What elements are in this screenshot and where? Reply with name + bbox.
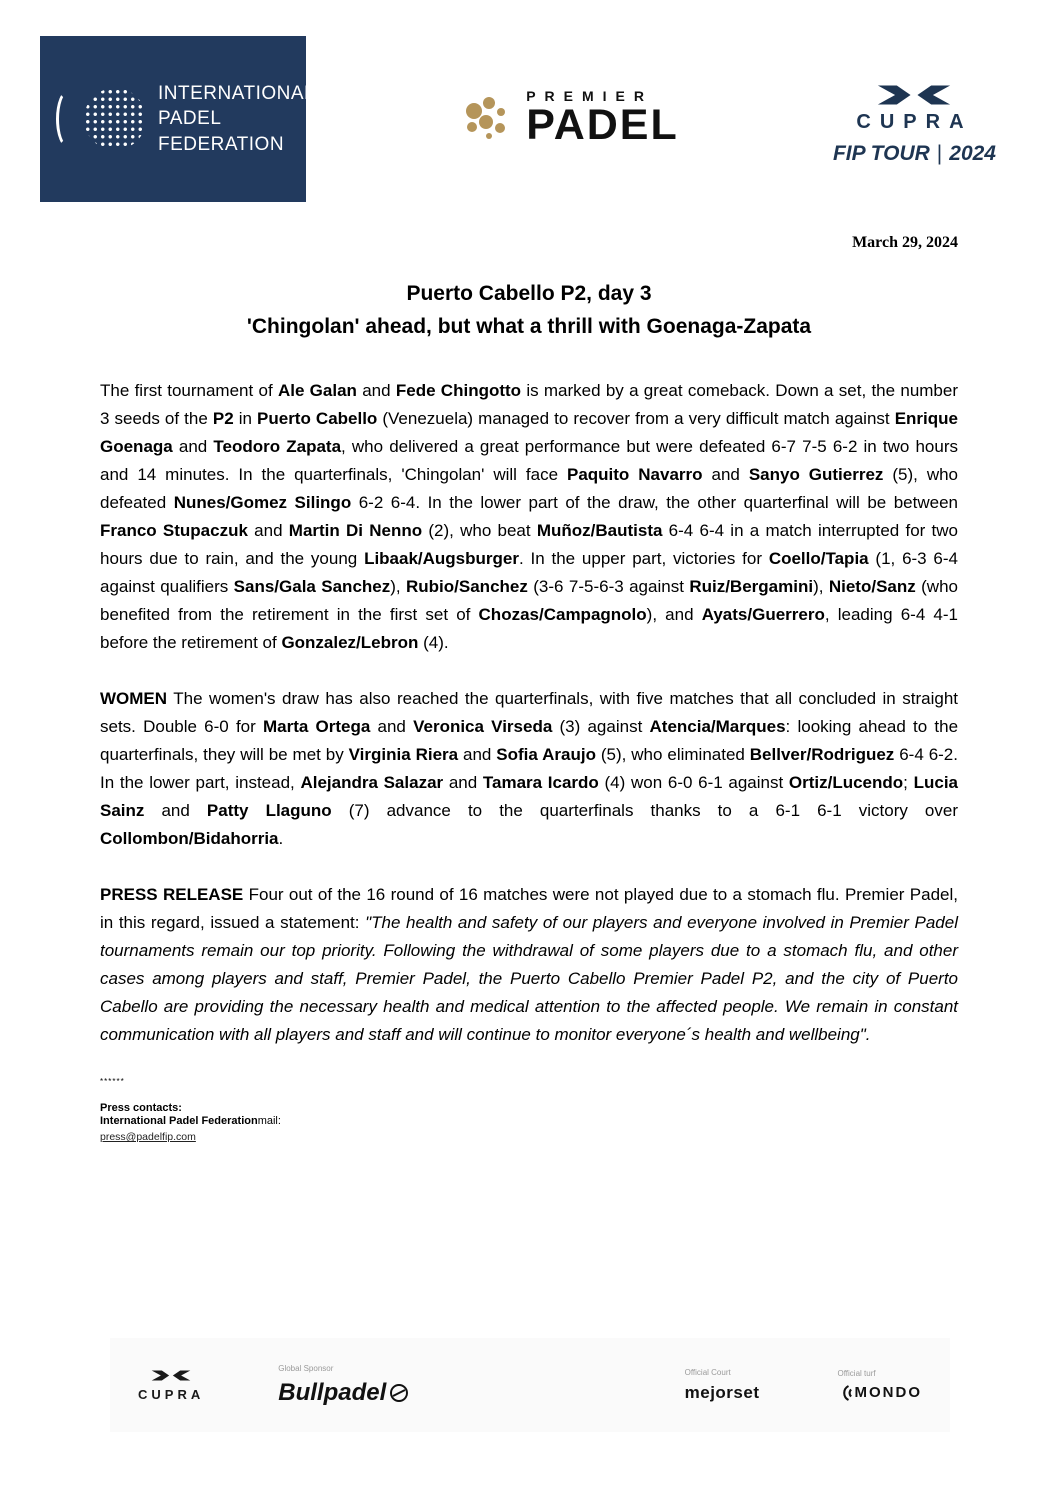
premier-logo-text [526, 88, 679, 147]
ipf-logo [40, 36, 316, 202]
sponsor-footer [110, 1338, 950, 1432]
ipf-line3: FEDERATION [158, 133, 285, 155]
press-contacts-label: Press contacts: [100, 1102, 182, 1115]
premier-padel-logo [460, 88, 679, 147]
ipf-line2: PADEL [158, 108, 222, 130]
mondo-wordmark: MONDO [854, 1384, 922, 1401]
title-line2: 'Chingolan' ahead, but what a thrill with Goenaga-Zapata [246, 314, 812, 338]
cupra-fip-tour-logo [833, 82, 996, 166]
cupra-emblem-icon [148, 1368, 194, 1383]
mejorset-sponsor [685, 1368, 760, 1403]
paragraph-press-release: PRESS RELEASE Four out of the 16 round of 16 matches were not played due to a stomach flu. Premier Padel, in this regard, issued a statement: "The health and safety of our players and everyone involved in Premier Padel tournaments remain our top priority. Following the withdrawal of some players due to a stomach flu, and other cases among players and staff, Premier Padel, the Puerto Cabello Premier Padel P2, and the city of Puerto Cabello are providing the necessary health and medical attention to the affected people. We remain in constant communication with all players and staff and will continue to monitor everyone´s health and wellbeing". [100, 885, 958, 1045]
fip-tour-divider: | [936, 142, 943, 165]
press-contacts-org-line [100, 1115, 1058, 1127]
ipf-line1: INTERNATIONAL [158, 83, 316, 105]
ipf-logo-text [158, 81, 315, 156]
cupra-wordmark: CUPRA [856, 111, 973, 133]
ipf-ball-icon [84, 88, 146, 150]
bullpadel-sponsor [278, 1364, 409, 1407]
bullpadel-wordmark: Bullpadel [278, 1378, 387, 1406]
release-date: March 29, 2024 [852, 234, 958, 251]
bullpadel-mark-icon [389, 1383, 409, 1403]
title-line1: Puerto Cabello P2, day 3 [406, 282, 652, 305]
premier-word: PREMIER [526, 88, 653, 104]
press-email-link[interactable]: press@padelfip.com [100, 1131, 196, 1144]
org-name: International Padel Federation [100, 1115, 258, 1128]
paragraph-men: The first tournament of Ale Galan and Fede Chingotto is marked by a great comeback. Down a set, the number 3 seeds of the P2 in Puerto Cabello (Venezuela) managed to recover from a very difficult match against Enrique Goenaga and Teodoro Zapata, who delivered a great performance but were defeated 6-7 7-5 6-2 in two hours and 14 minutes. In the quarterfinals, 'Chingolan' will face Paquito Navarro and Sanyo Gutierrez (5), who defeated Nunes/Gomez Silingo 6-2 6-4. In the lower part of the draw, the other quarterfinal will be between Franco Stupaczuk and Martin Di Nenno (2), who beat Muñoz/Bautista 6-4 6-4 in a match interrupted for two hours due to rain, and the young Libaak/Augsburger. In the upper part, victories for Coello/Tapia (1, 6-3 6-4 against qualifiers Sans/Gala Sanchez), Rubio/Sanchez (3-6 7-5-6-3 against Ruiz/Bergamini), Nieto/Sanz (who benefited from the retirement in the first set of Chozas/Campagnolo), and Ayats/Guerrero, leading 6-4 4-1 before the retirement of Gonzalez/Lebron (4). [100, 381, 959, 653]
bullpadel-logo [278, 1379, 409, 1407]
header-logos [0, 0, 1058, 202]
premier-mark-icon [460, 92, 512, 144]
mejorset-wordmark: mejorset [684, 1382, 760, 1402]
article-body [100, 377, 958, 1049]
mondo-sponsor [838, 1369, 923, 1402]
fip-tour-lockup [833, 142, 996, 166]
mail-label: mail: [257, 1115, 281, 1128]
padel-word: PADEL [526, 101, 679, 149]
ipf-arc-icon [56, 90, 80, 148]
article-title [0, 278, 1058, 343]
fip-tour-year: 2024 [949, 142, 996, 165]
mondo-mark-icon [838, 1384, 852, 1402]
mondo-logo [838, 1384, 923, 1402]
fip-tour-text: FIP TOUR [832, 142, 930, 165]
cupra-footer-logo [138, 1368, 204, 1402]
cupra-emblem-icon [871, 82, 957, 108]
cupra-footer-wordmark: CUPRA [138, 1387, 205, 1402]
global-sponsor-label: Global Sponsor [278, 1363, 334, 1373]
official-court-label: Official Court [684, 1367, 731, 1377]
separator-asterisks: ****** [100, 1077, 125, 1087]
official-turf-label: Official turf [837, 1368, 876, 1378]
press-contacts-block [100, 1077, 1058, 1145]
paragraph-women: WOMEN The women's draw has also reached the quarterfinals, with five matches that all concluded in straight sets. Double 6-0 for Marta Ortega and Veronica Virseda (3) against Atencia/Marques: looking ahead to the quarterfinals, they will be met by Virginia Riera and Sofia Araujo (5), who eliminated Bellver/Rodriguez 6-4 6-2. In the lower part, instead, Alejandra Salazar and Tamara Icardo (4) won 6-0 6-1 against Ortiz/Lucendo; Lucia Sainz and Patty Llaguno (7) advance to the quarterfinals thanks to a 6-1 6-1 victory over Collombon/Bidahorria. [100, 689, 959, 849]
